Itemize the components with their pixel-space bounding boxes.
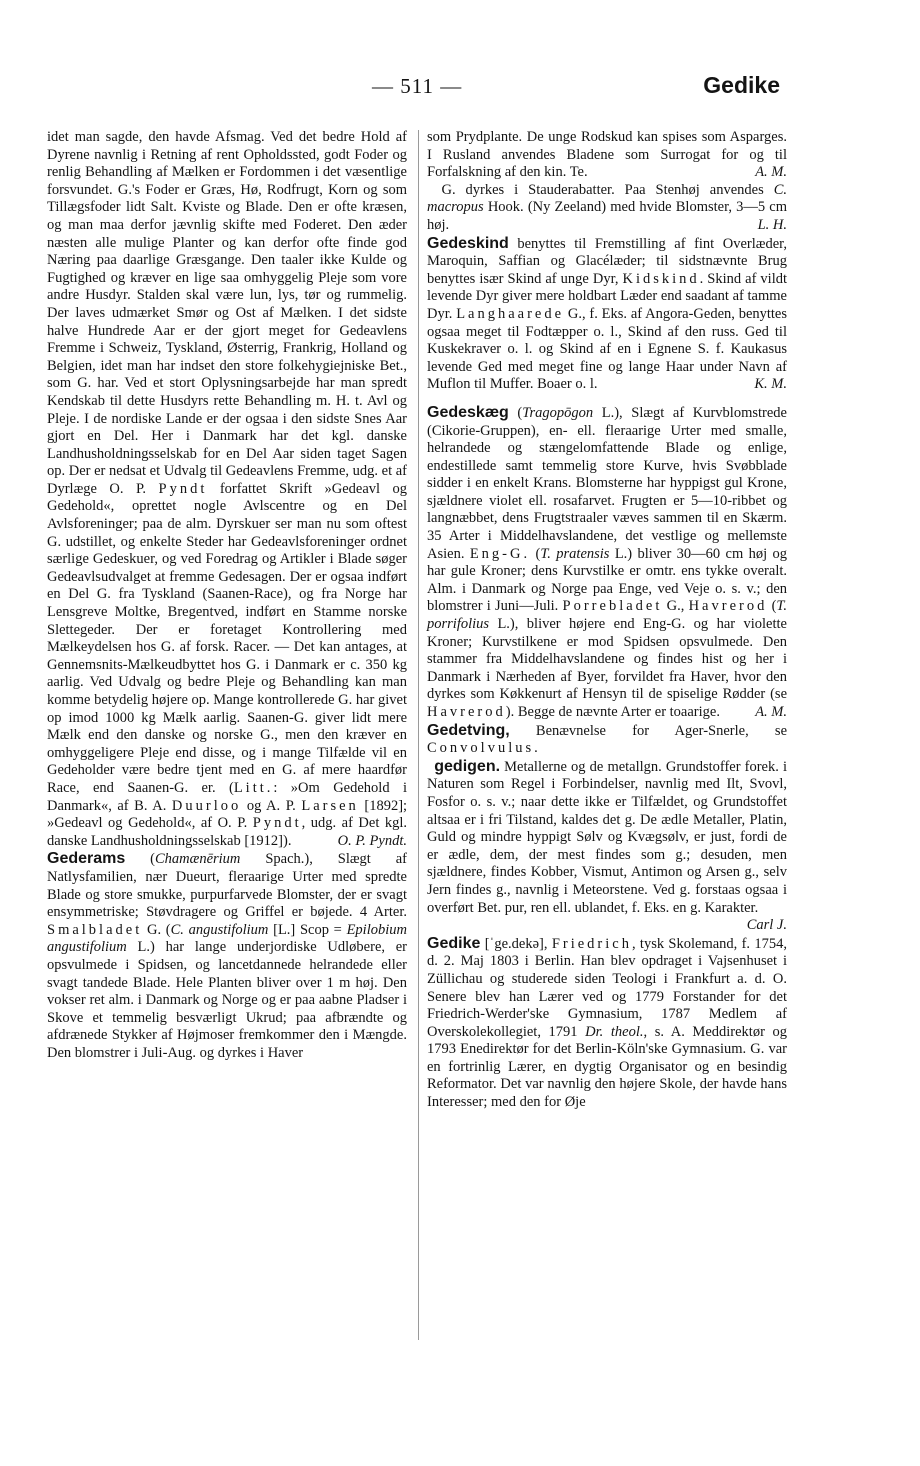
gedeskind-text-2: . Skind af vildt levende Dyr giver mere holdbart Læder end saadant af tamme Dyr.	[427, 270, 787, 322]
gedeskaeg-text-2: L.) bliver 30—60 cm høj og har gule Kroner; dens Kurvstilke er omtr. ens tykke overalt. Alm. i Danmark og Norge paa Enge, ved Veje o. s. v.; den blomstrer i Juni—Juli.	[427, 545, 787, 615]
entry-gederams-continuation	[427, 129, 787, 182]
garden-text-2: Hook. (Ny Zeeland) med hvide Blomster, 3—5 cm høj.	[427, 199, 787, 233]
gedeskaeg-text-3: G.,	[666, 598, 685, 615]
page-header	[0, 70, 920, 110]
term-havrerod-ref: Havrerod	[427, 704, 506, 720]
gedigen-text: Metallerne og de metallgn. Grundstoffer forek. i Naturen som Regel i Forbindelser, navnlig med Ilt, Svovl, Fosfor o. s. v.; naar dette ikke er Tilfældet, og Grundstoffet altsaa er i fri Tilstand, kaldes det g. De ædle Metaller, Platin, Guld og mindre hyppigt Sølv og Kvægsølv, er just, fordi de er ædle, dem, der mest findes som g.; desuden, men sjældnere, findes Kobber, Vismut, Antimon og Arsen g., selv Jern findes g., navnlig i Meteorstene. Ved g. forstaas ogsaa i overført Bet. pur, ren ell. ublandet, f. Eks. en g. Karakter.	[427, 758, 787, 916]
gederams-text-1: Spach.), Slægt af Natlysfamilien, nær Dueurt, fleraarige Urter med spredte Blade og store smukke, purpurfarvede Blomster, der er svagt ensymmetriske; Støvdragere og Griffel er bøjede. 4 Arter.	[47, 851, 407, 921]
title-dr-theol: Dr. theol.	[585, 1023, 644, 1040]
gederams-text-3: [L.] Scop =	[273, 921, 342, 938]
entry-gedigen	[427, 758, 787, 935]
signature-lh: L. H.	[757, 216, 787, 233]
running-head: Gedike	[703, 72, 780, 98]
signature-carl-j: Carl J.	[746, 917, 787, 934]
gede-text-1: idet man sagde, den havde Afsmag. Ved det bedre Hold af Dyrene navnlig i Retning af rent Opholdssted, godt Foder og renlig Behandling af Mælken er Fordommen i det væsentlige forsvundet. G.'s Foder er Græs, Hø, Rodfrugt, Korn og som Tillægsfoder lidt Salt. Kviste og Blade. Den er ofte kræsen, og man maa derfor jævnlig skifte med Foderet. Den æder næsten alle mulige Planter og kan derfor ofte finde god Næring paa daarlige Græsgange. Den taaler ikke Kulde og Fugtighed og kræver en lige saa omhyggelig Pleje som vore andre Husdyr. Stalden skal være lun, lys, tør og rummelig. Der laves udmærket Smør og Ost af Mælken. I det sidste halve Hundrede Aar er der gjort meget for Gedeavlens Fremme i Schweiz, Tyskland, Østerrig, Frankrig, Holland og Belgien, idet man har indset den store folkehygiejniske Bet., som G. har. Ved et stort Oplysningsarbejde har man spredt Kendskab til dette Husdyrs rette Behandling m. H. t. Avl og Pleje. I de nordiske Lande er der ogsaa i den sidste Snes Aar gjort en Del. Her i Danmark har det kgl. danske Landhusholdningsselskab for en Del Aar siden taget Sagen op. Der er nedsat et Udvalg til Gedeavlens Fremme, udg. et af Dyrlæge O. P.	[47, 129, 407, 497]
author-name-duurloo: Duurloo	[171, 797, 242, 814]
gedeskind-text-1: benyttes til Fremstilling af fint Overlæder, Maroquin, Saffian og Glacélæder; til sidstnævnte Brug benyttes især Skind af unge Dyr,	[427, 235, 787, 287]
headword-gedike: Gedike	[427, 934, 481, 952]
latin-chamaenerium: Chamænērium	[155, 851, 241, 868]
left-column	[47, 129, 407, 1062]
entry-gede-continuation	[47, 129, 407, 850]
gedetving-text: Benævnelse for Ager-Snerle, se	[535, 722, 788, 739]
gedeskaeg-text-1: L.), Slægt af Kurvblomstrede (Cikorie-Gruppen), en- ell. fleraarige Urter med smalle, helrandede og stængelomfattende Blade og enlige, endestillede samt temmelig store Kurve, hvis Svøbblade sidder i en enkelt Krans. Blomsterne har hyppigst gul Krone, sjældnere violet ell. rosafarvet. Frugten er 5—10-ribbet og langnæbbet, dens Frugtstraaler væves sammen til en Skærm. 35 Arter i Middelhavslandene, det vestlige og mellemste Asien.	[427, 404, 787, 562]
entry-gederams: Gederams (Chamænērium Spach.), Slægt af Natlysfamilien, nær Dueurt, fleraarige Urter med spredte Blade og store smukke, purpurfarvede Blomster, der er svagt ensymmetriske; Støvdragere og Griffel er bøjede. 4 Arter. Smalbladet G. (C. angustifolium [L.] Scop = Epilobium angustifolium L.) har lange underjordiske Udløbere, er opsvulmede i Spidsen, og lancetdannede helrandede eller svagt tandede Blade. Hele Planten bliver over 1 m høj. Den vokser ret alm. i Danmark og Norge og er paa aabne Pladser i Skove et temmelig besværligt Ukrud; paa afbrændte og afdrænede Stykker af Højmoser fremkommer den i Mængde. Den blomstrer i Juli-Aug. og dyrkes i Haver	[47, 850, 408, 1061]
signature-am-2: A. M.	[755, 704, 787, 720]
gedike-text-1: , tysk Skolemand, f. 1754, d. 2. Maj 1803 i Berlin. Han blev opdraget i Vajsenhuset i Züllichau og studerede siden Teologi i Frankfurt a. d. O. Senere blev han Lærer ved og 1779 Forstander for det Friedrich-Werder'ske Gymnasium, 1787 Medlem af Overskolekollegiet, 1791	[427, 935, 788, 1040]
headword-gedigen: gedigen.	[434, 757, 501, 775]
term-havrerod: Havrerod	[688, 598, 768, 615]
gedeskind-text-3: G., f. Eks. af Angora-Geden, benyttes ogsaa meget til Fodtæpper o. l., Skind af den russ. Ged til Kuskekraver o. l. og Skind af en i Egnene S. f. Kaukasus levende Ged med meget fine og lange Haar under Navn af Muflon til Muffer. Boaer o. l.	[427, 305, 788, 393]
gederams-cont-text: som Prydplante. De unge Rodskud kan spises som Asparges. I Rusland anvendes Bladene som Surrogat for og til Forfalskning af den kin. Te.	[427, 129, 787, 181]
term-langhaarede: Langhaarede	[456, 305, 565, 322]
headword-gederams: Gederams	[47, 850, 126, 868]
headword-gedetving: Gedetving,	[427, 721, 510, 739]
signature-am-1: A. M.	[755, 164, 787, 181]
term-kidskind: Kidskind	[622, 270, 700, 287]
entry-gedike	[427, 935, 787, 1112]
gede-text-6: , udg. af Det kgl. danske Landhusholdningsselskab [1912]).	[47, 815, 408, 849]
entry-gedeskaeg: Gedeskæg (Tragopōgon L.), Slægt af Kurvblomstrede (Cikorie-Gruppen), en- ell. fleraarige Urter med smalle, helrandede og stængelomfattende Blade og enlige, endestillede samt temmelig store Kurve, hvis Svøbblade sidder i en enkelt Krans. Blomsterne har hyppigst gul Krone, sjældnere violet ell. rosafarvet. Frugten er 5—10-ribbet og langnæbbet, dens Frugtstraaler væves sammen til en Skærm. 35 Arter i Middelhavslandene, det vestlige og mellemste Asien. Eng-G. (T. pratensis L.) bliver 30—60 cm høj og har gule Kroner; dens Kurvstilke er omtr. ens tykke overalt. Alm. i Danmark og Norge paa Enge, ved Veje o. s. v.; den blomstrer i Juni—Juli. Porrebladet G., Havrerod (T. porrifolius L.), bliver højere end Eng-G. og har violette Kroner; Kurvstilkene er mod Spidsen opsvulmede. Den stammer fra Middelhavslandene og findes hist og her i Danmark i Nærheden af Byer, forvildet fra Haver, hvor den dyrkes som Køkkenurt af Hensyn til de spiselige Rødder (se Havrerod). Begge de nævnte Arter er toaarige. A. M.	[427, 403, 788, 720]
page-number: — 511 —	[372, 74, 463, 98]
term-convolvulus: Convolvulus	[427, 740, 535, 757]
author-name-pyndt: Pyndt	[158, 480, 208, 497]
latin-c-macropus: C. macropus	[427, 181, 787, 216]
latin-epilobium: Epilobium angustifolium	[47, 921, 407, 956]
headword-gedeskind: Gedeskind	[427, 234, 509, 252]
gedike-pronunciation: [ˈge.dekə],	[484, 935, 548, 952]
term-smalbladet: Smalbladet	[47, 921, 143, 938]
term-friedrich: Friedrich	[551, 935, 632, 952]
garden-text-1: G. dyrkes i Stauderabatter. Paa Stenhøj anvendes	[441, 181, 764, 198]
gederams-text-2: G. (	[146, 921, 171, 938]
term-eng-g: Eng-G.	[469, 545, 531, 562]
term-porrebladet: Porrebladet	[562, 598, 663, 615]
signature-km: K. M.	[754, 376, 787, 393]
gede-text-4: og A. P.	[246, 797, 296, 814]
latin-t-porrifolius: T. porrifolius	[427, 598, 788, 633]
column-divider	[418, 130, 419, 1340]
latin-c-angustifolium: C. angustifolium	[170, 921, 269, 938]
entry-gedetving: Gedetving, Benævnelse for Ager-Snerle, se Convolvulus.	[427, 721, 788, 757]
gede-text-3: : »Om Gedehold i Danmark«, af B. A.	[47, 779, 407, 814]
latin-t-pratensis: T. pratensis	[540, 545, 610, 562]
gede-text-5: [1892]; »Gedeavl og Gedehold«, af O. P.	[47, 797, 408, 832]
gederams-text-4: L.) har lange underjordiske Udløbere, er opsvulmede i Spidsen, og lancetdannede helrandede eller svagt tandede Blade. Hele Planten bliver over 1 m høj. Den vokser ret alm. i Danmark og Norge og er paa aabne Pladser i Skove et temmelig besværligt Ukrud; paa afbrændte og afdrænede Stykker af Højmoser fremkommer den i Mængde. Den blomstrer i Juli-Aug. og dyrkes i Haver	[47, 939, 408, 1061]
gede-text-2: forfattet Skrift »Gedeavl og Gedehold«, oprettet nogle Avlscentre og en Del Avlsforeninger; paa de alm. Dyrskuer ser man nu som oftest G. udstillet, og enkelte Steder har Gedeavlsforeninger ordnet særlige Gedeskuer, og ved Foredrag og Artikler i Blade søger Gedeavlsudvalget at fremme Gedesagen. Der er ogsaa indført en Del G. fra Tyskland (Saanen-Race), og fra Norge har Lensgreve Moltke, Bregentved, indført en Stamme norske Slettegeder. Der er foretaget Kontrollering med Mælkeydelsen hos G. af forsk. Racer. — Det kan antages, at Gennemsnits-Mælkeudbyttet hos G. i Danmark er c. 350 kg aarlig. Ved Udvalg og bedre Pleje og Behandling kan man komme betydelig højere op. Mange kontrollerede G. har givet op imod 1000 kg Mælk aarlig. Saanen-G. giver lidt mere Mælk end den danske og norske G., men den kræver en omhyggeligere Pleje end disse, og i mange Tilfælde vil en Gedeholder være bedre tjent med en G. af mere haardfør Race, end Saanen-G. er. (	[47, 480, 408, 796]
litt-label: Litt.	[233, 779, 274, 796]
author-name-larsen: Larsen	[301, 797, 359, 814]
right-column	[427, 129, 787, 1112]
gedeskaeg-text-4: L.), bliver højere end Eng-G. og har violette Kroner; Kurvstilkene er mod Spidsen opsvulmede. Den stammer fra Middelhavslandene og findes hist og her i Danmark i Nærheden af Byer, forvildet fra Haver, hvor den dyrkes som Køkkenurt af Hensyn til de spiselige Rødder (se	[427, 616, 787, 703]
headword-gedeskaeg: Gedeskæg	[427, 403, 509, 421]
gedeskaeg-text-5: ). Begge de nævnte Arter er toaarige.	[505, 704, 720, 720]
author-name-pyndt-2: Pyndt	[252, 815, 302, 832]
entry-gedeskind	[427, 235, 787, 394]
gedike-text-2: , s. A. Meddirektør og 1793 Enedirektør for det Berlin-Köln'ske Gymnasium. G. var en fortrinlig Lærer, en dygtig Organisator og en besindig Reformator. Det var navnlig den højere Skole, der havde hans Interesser; med den for Øje	[427, 1023, 788, 1111]
latin-tragopogon: Tragopōgon	[522, 404, 594, 421]
signature-op-pyndt: O. P. Pyndt.	[337, 832, 407, 849]
entry-gederams-garden	[427, 182, 787, 235]
